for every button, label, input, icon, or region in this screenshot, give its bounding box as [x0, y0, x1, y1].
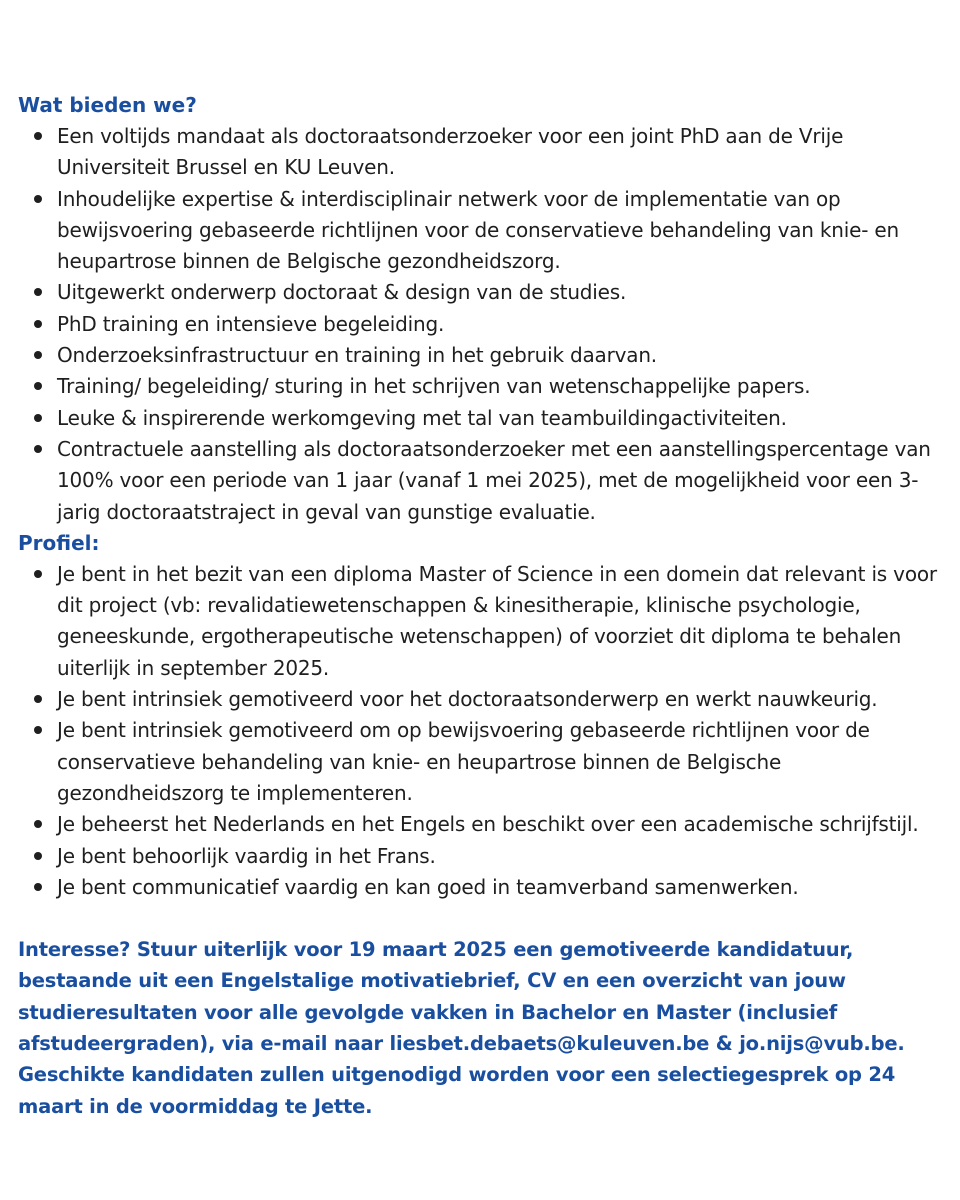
- profile-item-text: Je bent in het bezit van een diploma Master of Science in een domein dat relevant is voor dit project (vb: revalidatiewetenschappen & kinesitherapie, klinische psychologie, geneeskunde, ergotherapeutische wetenschappen) of voorziet dit diploma te behalen uiterlijk in september 2025.: [57, 561, 937, 680]
- offer-item-text: Contractuele aanstelling als doctoraatsonderzoeker met een aanstellingspercentage van 100% voor een periode van 1 jaar (vanaf 1 mei 2025), met de mogelijkheid voor een 3-jarig doctoraatstraject in geval van gunstige evaluatie.: [57, 436, 931, 524]
- profile-item: [18, 809, 948, 840]
- bullet-icon: [34, 570, 42, 578]
- bullet-icon: [34, 382, 42, 390]
- document-body: [18, 90, 948, 1141]
- profile-item: [18, 872, 948, 903]
- profile-item-text: Je bent behoorlijk vaardig in het Frans.: [57, 843, 436, 868]
- offer-item-text: Uitgewerkt onderwerp doctoraat & design van de studies.: [57, 280, 627, 305]
- call-to-action: Interesse? Stuur uiterlijk voor 19 maart 2025 een gemotiveerde kandidatuur, bestaande uit een Engelstalige motivatiebrief, CV en een overzicht van jouw studieresultaten voor alle gevolgde vakken in Bachelor en Master (inclusief afstudeergraden), via e-mail naar liesbet.debaets@kuleuven.be & jo.nijs@vub.be. Geschikte kandidaten zullen uitgenodigd worden voor een selectiegesprek op 24 maart in de voormiddag te Jette.: [18, 938, 905, 1118]
- bullet-icon: [34, 288, 42, 296]
- offer-list: [18, 121, 948, 528]
- offer-heading: Wat bieden we?: [18, 93, 197, 117]
- profile-item: [18, 715, 948, 809]
- bullet-icon: [34, 820, 42, 828]
- bullet-icon: [34, 695, 42, 703]
- bullet-icon: [34, 883, 42, 891]
- bullet-icon: [34, 195, 42, 203]
- profile-item: [18, 684, 948, 715]
- offer-item: [18, 184, 948, 278]
- offer-item: [18, 309, 948, 340]
- offer-item-text: Leuke & inspirerende werkomgeving met tal van teambuildingactiviteiten.: [57, 405, 787, 430]
- offer-item-text: PhD training en intensieve begeleiding.: [57, 311, 445, 336]
- offer-item-text: Inhoudelijke expertise & interdisciplinair netwerk voor de implementatie van op bewijsvoering gebaseerde richtlijnen voor de conservatieve behandeling van knie- en heupartrose binnen de Belgische gezondheidszorg.: [57, 186, 900, 274]
- profile-item-text: Je bent communicatief vaardig en kan goed in teamverband samenwerken.: [57, 874, 799, 899]
- profile-heading: Profiel:: [18, 530, 100, 555]
- profile-item-text: Je bent intrinsiek gemotiveerd voor het doctoraatsonderwerp en werkt nauwkeurig.: [57, 687, 878, 712]
- bullet-icon: [34, 726, 42, 734]
- bullet-icon: [34, 445, 42, 453]
- bullet-icon: [34, 414, 42, 422]
- offer-item: [18, 434, 948, 528]
- offer-item: [18, 121, 948, 184]
- bullet-icon: [34, 351, 42, 359]
- profile-item: [18, 559, 948, 684]
- bullet-icon: [34, 320, 42, 328]
- offer-item: [18, 277, 948, 308]
- bullet-icon: [34, 132, 42, 140]
- offer-item: [18, 340, 948, 371]
- offer-item-text: Een voltijds mandaat als doctoraatsonderzoeker voor een joint PhD aan de Vrije Universiteit Brussel en KU Leuven.: [57, 124, 844, 180]
- profile-item-text: Je beheerst het Nederlands en het Engels en beschikt over een academische schrijfstijl.: [57, 812, 919, 837]
- bullet-icon: [34, 852, 42, 860]
- offer-item-text: Onderzoeksinfrastructuur en training in het gebruik daarvan.: [57, 343, 657, 368]
- offer-item: [18, 371, 948, 402]
- offer-item: [18, 403, 948, 434]
- profile-list: [18, 559, 948, 903]
- profile-item: [18, 841, 948, 872]
- profile-item-text: Je bent intrinsiek gemotiveerd om op bewijsvoering gebaseerde richtlijnen voor de conservatieve behandeling van knie- en heupartrose binnen de Belgische gezondheidszorg te implementeren.: [57, 718, 870, 805]
- offer-item-text: Training/ begeleiding/ sturing in het schrijven van wetenschappelijke papers.: [57, 374, 811, 399]
